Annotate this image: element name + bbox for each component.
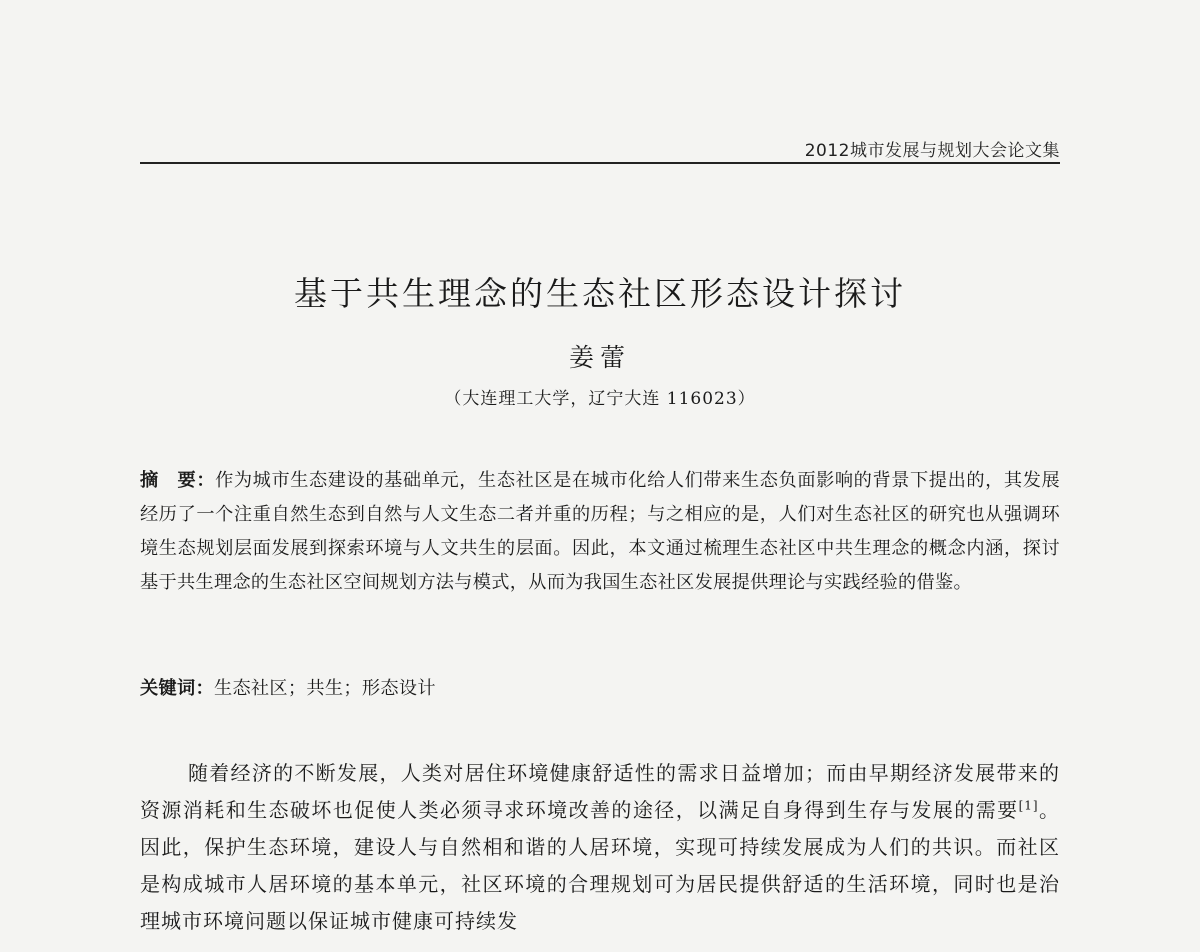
- abstract: [140, 464, 1060, 600]
- journal-name: 2012城市发展与规划大会论文集: [804, 141, 1060, 161]
- paper-title: 基于共生理念的生态社区形态设计探讨: [294, 274, 906, 313]
- abstract-label: 摘 要：: [140, 470, 216, 491]
- keywords-text: 生态社区；共生；形态设计: [213, 678, 436, 699]
- keywords-label: 关键词：: [140, 678, 214, 699]
- running-header: [140, 132, 1060, 164]
- body-text-part2: 。因此，保护生态环境，建设人与自然相和谐的人居环境，实现可持续发展成为人们的共识。而社区是构成城市人居环境的基本单元，社区环境的合理规划可为居民提供舒适的生活环境，同时也是治理城市环境问题以保证城市健康可持续发: [140, 798, 1061, 933]
- abstract-text: 作为城市生态建设的基础单元，生态社区是在城市化给人们带来生态负面影响的背景下提出的，其发展经历了一个注重自然生态到自然与人文生态二者并重的历程；与之相应的是，人们对生态社区的研究也从强调环境生态规划层面发展到探索环境与人文共生的层面。因此，本文通过梳理生态社区中共生理念的概念内涵，探讨基于共生理念的生态社区空间规划方法与模式，从而为我国生态社区发展提供理论与实践经验的借鉴。: [140, 470, 1060, 593]
- citation-ref[interactable]: [1]: [1018, 798, 1039, 813]
- author-affiliation: （大连理工大学，辽宁大连 116023）: [444, 389, 756, 409]
- author-name: 姜蕾: [568, 343, 631, 372]
- body-paragraph: [140, 755, 1060, 940]
- keywords: [140, 672, 1060, 706]
- body-text-part1: 随着经济的不断发展，人类对居住环境健康舒适性的需求日益增加；而由早期经济发展带来的资源消耗和生态破坏也促使人类必须寻求环境改善的途径，以满足自身得到生存与发展的需要: [140, 761, 1060, 822]
